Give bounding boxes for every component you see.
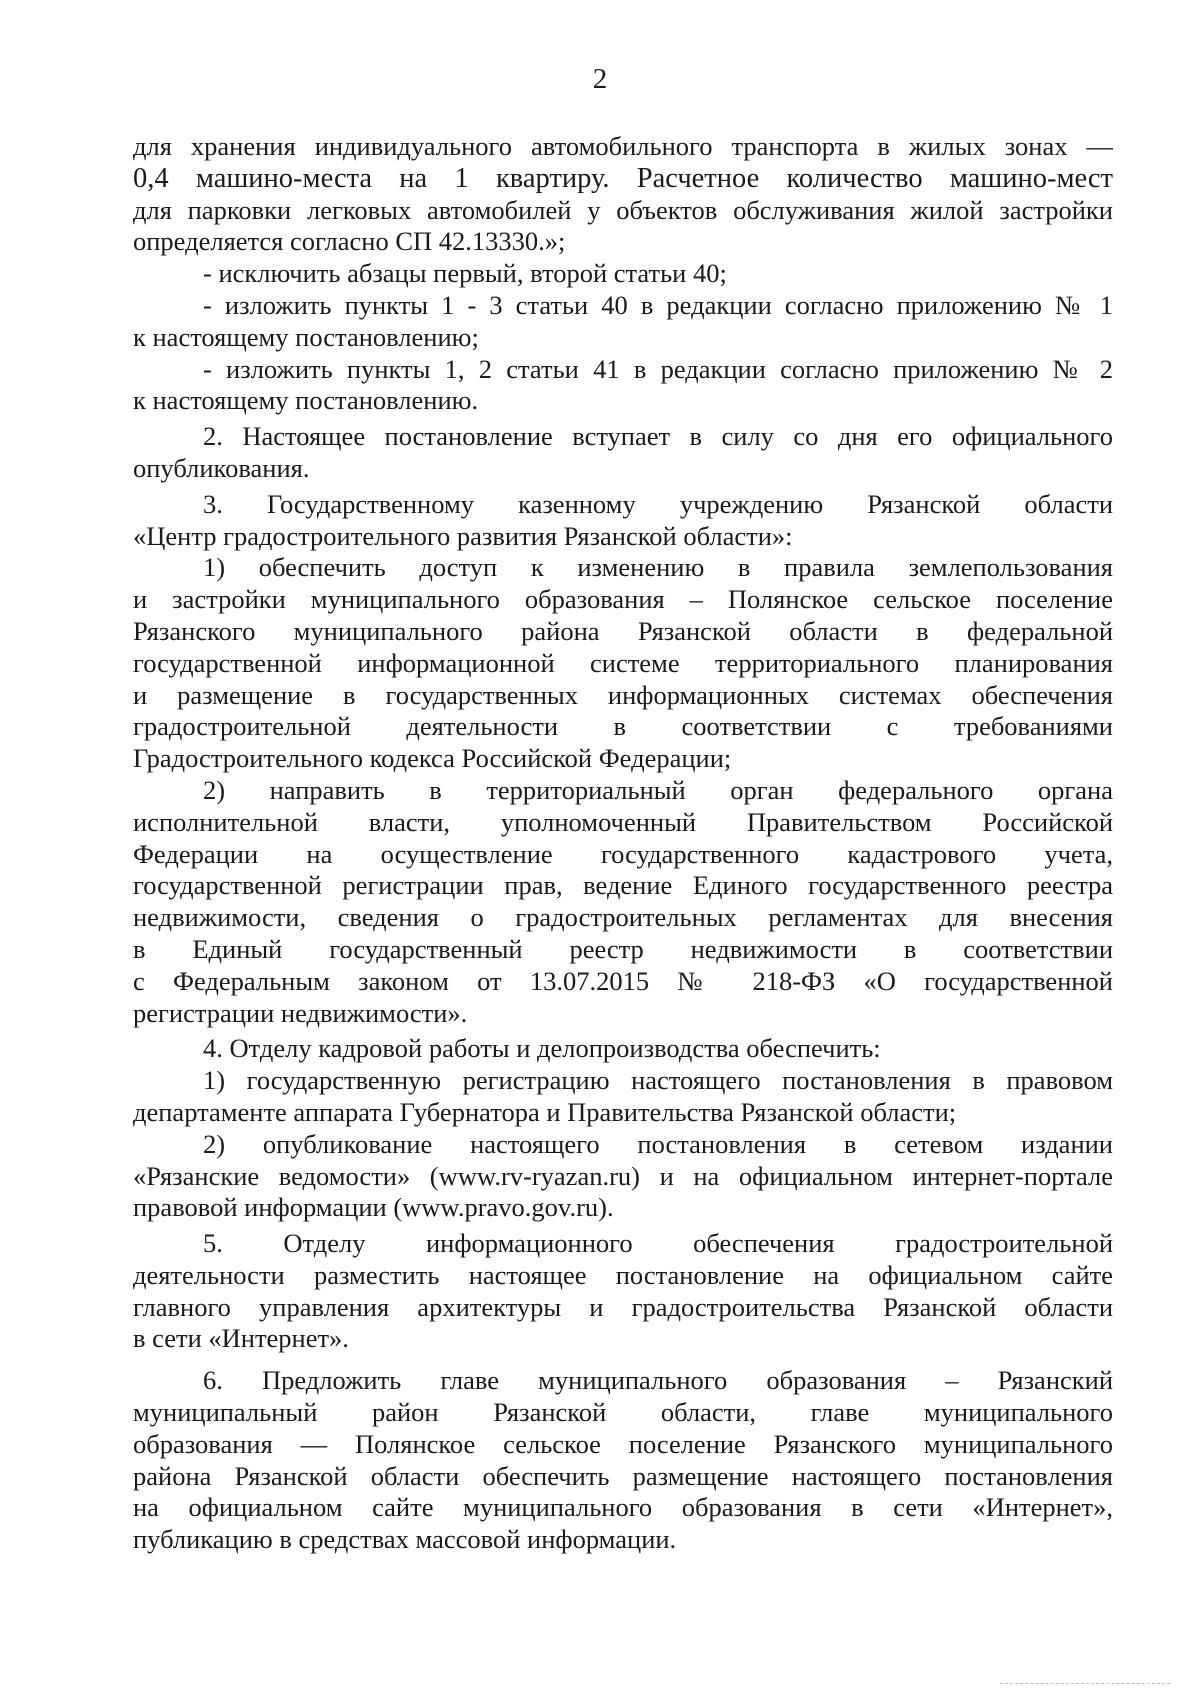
- text-line: государственной информационной системе территориального планирования: [133, 647, 1113, 678]
- text-line: 2) опубликование настоящего постановления в сетевом издании: [203, 1128, 1113, 1159]
- text-line: главного управления архитектуры и градостроительства Рязанской области: [133, 1291, 1113, 1322]
- text-line: 2) направить в территориальный орган федерального органа: [203, 774, 1113, 805]
- text-line: к настоящему постановлению.: [133, 385, 479, 416]
- text-line: и размещение в государственных информационных системах обеспечения: [133, 679, 1113, 710]
- text-line: 0,4 машино-места на 1 квартиру. Расчетное количество машино-мест: [133, 162, 1113, 194]
- text-line: градостроительной деятельности в соответствии с требованиями: [133, 711, 1113, 742]
- text-line: деятельности разместить настоящее постановление на официальном сайте: [133, 1259, 1113, 1290]
- text-line: с Федеральным законом от 13.07.2015 № 218-ФЗ «О государственной: [133, 965, 1113, 996]
- text-line: регистрации недвижимости».: [133, 997, 468, 1028]
- text-line: Рязанского муниципального района Рязанской области в федеральной: [133, 615, 1113, 646]
- text-line: 1) государственную регистрацию настоящего постановления в правовом: [203, 1065, 1113, 1096]
- text-line: - изложить пункты 1 - 3 статьи 40 в редакции согласно приложению № 1: [203, 289, 1113, 320]
- text-line: Градостроительного кодекса Российской Федерации;: [133, 743, 732, 774]
- text-line: «Центр градостроительного развития Рязанской области»:: [133, 520, 793, 551]
- scan-artifact-line: [1000, 1683, 1170, 1686]
- text-line: 4. Отделу кадровой работы и делопроизводства обеспечить:: [203, 1033, 881, 1064]
- text-line: в Единый государственный реестр недвижимости в соответствии: [133, 933, 1113, 964]
- text-line: образования — Полянское сельское поселение Рязанского муниципального: [133, 1428, 1113, 1459]
- text-line: 1) обеспечить доступ к изменению в правила землепользования: [203, 552, 1113, 583]
- text-line: 6. Предложить главе муниципального образования – Рязанский: [203, 1365, 1113, 1396]
- text-line: «Рязанские ведомости» (www.rv-ryazan.ru) и на официальном интернет-портале: [133, 1160, 1113, 1191]
- text-line: - исключить абзацы первый, второй статьи 40;: [203, 258, 727, 289]
- page-number: 2: [592, 63, 608, 95]
- text-line: 5. Отделу информационного обеспечения градостроительной: [203, 1228, 1113, 1259]
- text-line: для парковки легковых автомобилей у объектов обслуживания жилой застройки: [133, 194, 1113, 225]
- text-line: департаменте аппарата Губернатора и Правительства Рязанской области;: [133, 1096, 957, 1127]
- text-line: 2. Настоящее постановление вступает в силу со дня его официального: [203, 421, 1113, 452]
- text-line: и застройки муниципального образования – Полянское сельское поселение: [133, 584, 1113, 615]
- text-line: недвижимости, сведения о градостроительных регламентах для внесения: [133, 902, 1113, 933]
- text-line: - изложить пункты 1, 2 статьи 41 в редакции согласно приложению № 2: [203, 353, 1113, 384]
- document-body: [133, 131, 1113, 1556]
- text-line: правовой информации (www.pravo.gov.ru).: [133, 1192, 614, 1223]
- text-line: муниципальный район Рязанской области, главе муниципального: [133, 1397, 1113, 1428]
- text-line: Федерации на осуществление государственного кадастрового учета,: [133, 838, 1113, 869]
- text-line: определяется согласно СП 42.13330.»;: [133, 226, 566, 257]
- text-line: опубликования.: [133, 452, 310, 483]
- text-line: исполнительной власти, уполномоченный Правительством Российской: [133, 806, 1113, 837]
- text-line: для хранения индивидуального автомобильного транспорта в жилых зонах —: [133, 131, 1113, 161]
- text-line: района Рязанской области обеспечить размещение настоящего постановления: [133, 1460, 1113, 1491]
- text-line: на официальном сайте муниципального образования в сети «Интернет»,: [133, 1492, 1113, 1523]
- text-line: публикацию в средствах массовой информации.: [133, 1524, 677, 1555]
- text-line: в сети «Интернет».: [133, 1323, 349, 1354]
- text-line: 3. Государственному казенному учреждению Рязанской области: [203, 488, 1113, 519]
- text-line: государственной регистрации прав, ведение Единого государственного реестра: [133, 870, 1113, 901]
- text-line: к настоящему постановлению;: [133, 321, 479, 352]
